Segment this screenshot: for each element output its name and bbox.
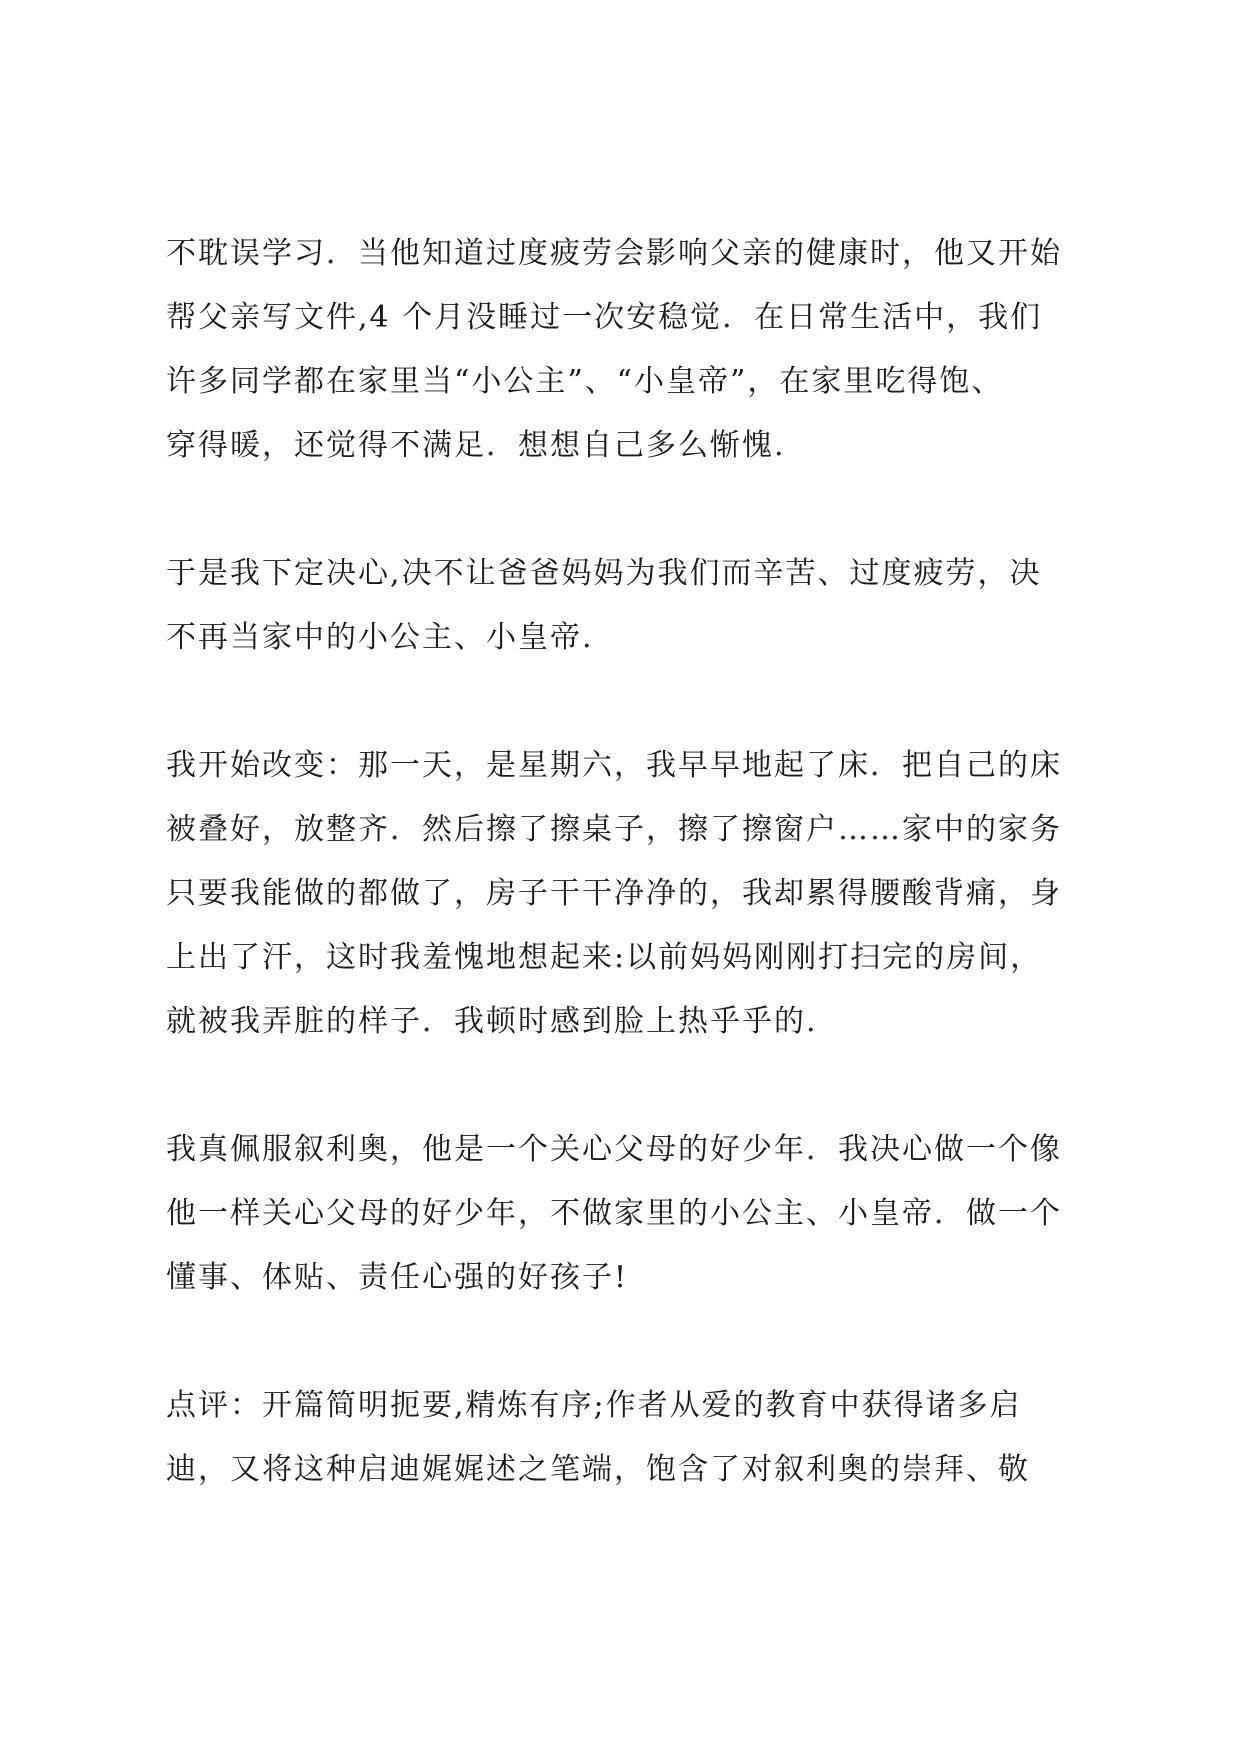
text-line: 于是我下定决心,决不让爸爸妈妈为我们而辛苦、过度疲劳，决 bbox=[166, 556, 1042, 591]
document-body bbox=[166, 222, 1096, 1502]
text-line: 帮父亲写文件,4 个月没睡过一次安稳觉．在日常生活中，我们 bbox=[166, 300, 1043, 335]
paragraph-spacer bbox=[166, 670, 1096, 734]
text-line: 只要我能做的都做了，房子干干净净的，我却累得腰酸背痛，身 bbox=[166, 876, 1062, 911]
text-line: 我真佩服叙利奥，他是一个关心父母的好少年．我决心做一个像 bbox=[166, 1132, 1062, 1167]
text-line: 上出了汗，这时我羞愧地想起来:以前妈妈刚刚打扫完的房间， bbox=[166, 940, 1043, 975]
text-line: 穿得暖，还觉得不满足．想想自己多么惭愧. bbox=[166, 428, 786, 463]
text-line: 就被我弄脏的样子．我顿时感到脸上热乎乎的. bbox=[166, 1004, 818, 1039]
text-line: 迪，又将这种启迪娓娓述之笔端，饱含了对叙利奥的崇拜、敬 bbox=[166, 1452, 1030, 1487]
text-line: 不再当家中的小公主、小皇帝. bbox=[166, 620, 594, 655]
paragraph-3 bbox=[166, 734, 1096, 1054]
text-line: 被叠好，放整齐．然后擦了擦桌子，擦了擦窗户……家中的家务 bbox=[166, 812, 1062, 847]
paragraph-spacer bbox=[166, 1310, 1096, 1374]
text-line: 懂事、体贴、责任心强的好孩子! bbox=[166, 1260, 629, 1295]
text-line: 不耽误学习．当他知道过度疲劳会影响父亲的健康时，他又开始 bbox=[166, 236, 1062, 271]
paragraph-1 bbox=[166, 222, 1096, 478]
text-line: 点评：开篇简明扼要,精炼有序;作者从爱的教育中获得诸多启 bbox=[166, 1388, 1022, 1423]
paragraph-spacer bbox=[166, 478, 1096, 542]
text-line: 他一样关心父母的好少年，不做家里的小公主、小皇帝．做一个 bbox=[166, 1196, 1062, 1231]
text-line: 许多同学都在家里当“小公主”、“小皇帝”，在家里吃得饱、 bbox=[166, 364, 1004, 399]
paragraph-spacer bbox=[166, 1054, 1096, 1118]
text-line: 我开始改变：那一天，是星期六，我早早地起了床．把自己的床 bbox=[166, 748, 1062, 783]
paragraph-4 bbox=[166, 1118, 1096, 1310]
paragraph-2 bbox=[166, 542, 1096, 670]
paragraph-5 bbox=[166, 1374, 1096, 1502]
